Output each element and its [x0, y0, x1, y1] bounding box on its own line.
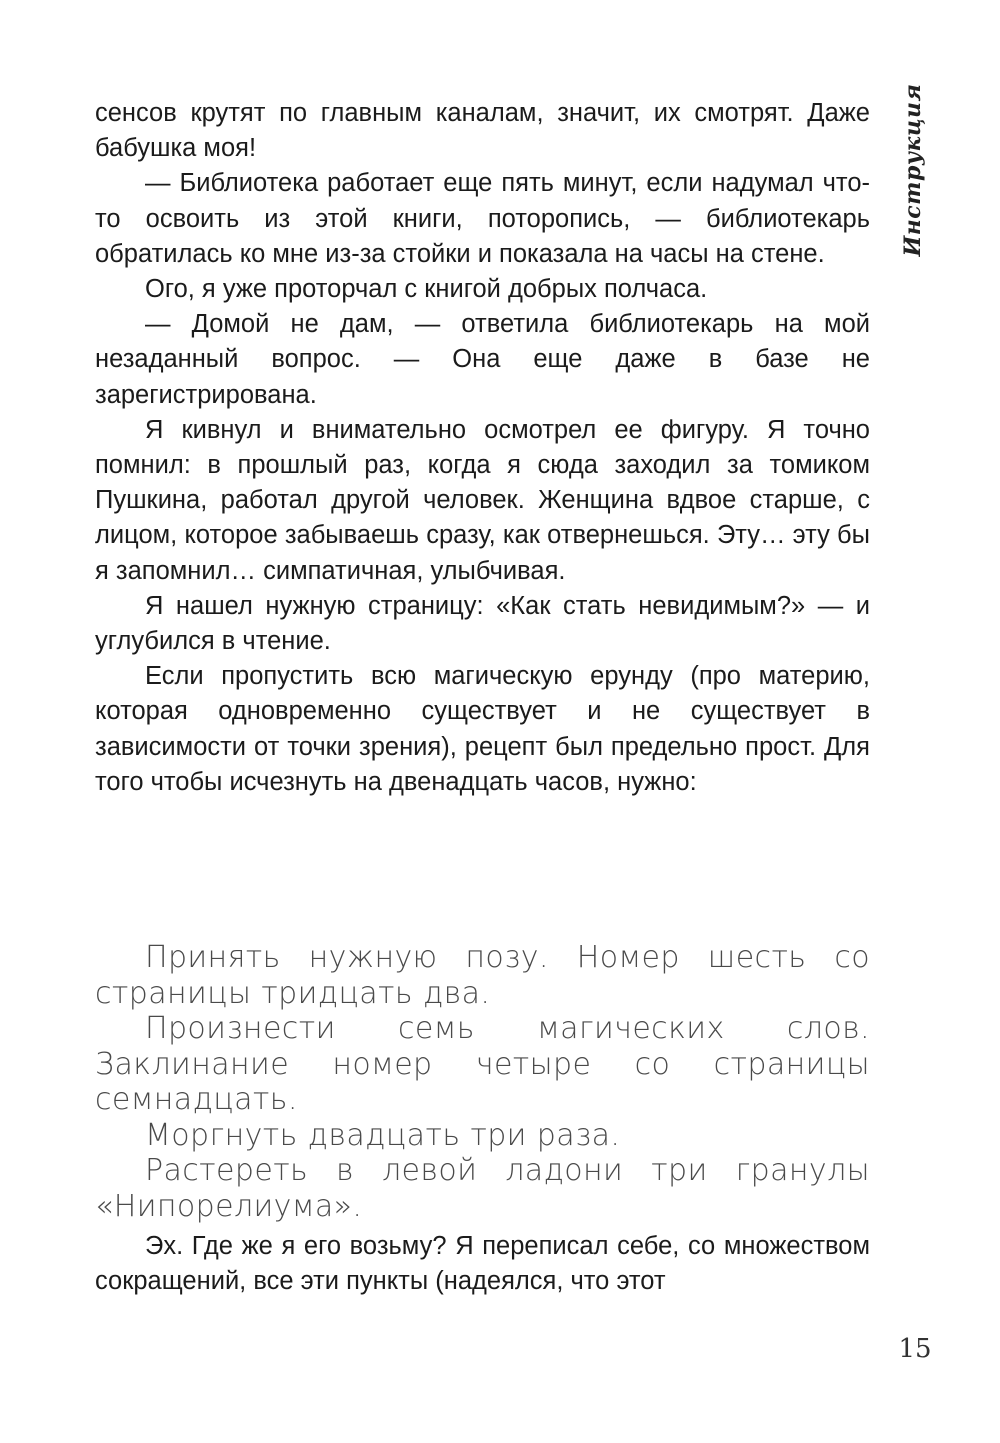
- instruction-item: Произнести семь магических слов. Заклинание номер четыре со страницы семнадцать.: [95, 1011, 870, 1117]
- instruction-item: Растереть в левой ладони три гранулы «Нипорелиума».: [95, 1153, 870, 1224]
- paragraph: Эх. Где же я его возьму? Я переписал себе, со множеством сокращений, все эти пункты (надеялся, что этот: [95, 1232, 870, 1296]
- instruction-list: [95, 940, 870, 1224]
- instruction-item: Принять нужную позу. Номер шесть со страницы тридцать два.: [95, 940, 870, 1011]
- running-head: [883, 83, 943, 257]
- page-number: 15: [898, 1334, 932, 1364]
- paragraph: — Библиотека работает еще пять минут, если надумал что-то освоить из этой книги, поторопись, — библиотекарь обратилась ко мне из-за стойки и показала на часы на стене.: [95, 169, 870, 268]
- instruction-item: Моргнуть двадцать три раза.: [145, 1117, 621, 1153]
- paragraph: сенсов крутят по главным каналам, значит, их смотрят. Даже бабушка моя!: [95, 99, 870, 163]
- main-text: [95, 96, 870, 800]
- paragraph: — Домой не дам, — ответила библиотекарь на мой незаданный вопрос. — Она еще даже в базе не зарегистрирована.: [95, 310, 870, 409]
- running-head-label: Инструкция: [900, 83, 926, 257]
- paragraph: Ого, я уже проторчал с книгой добрых полчаса.: [145, 275, 708, 304]
- paragraph: Я нашел нужную страницу: «Как стать невидимым?» — и углубился в чтение.: [95, 591, 870, 656]
- paragraph: Я кивнул и внимательно осмотрел ее фигуру. Я точно помнил: в прошлый раз, когда я сюда заходил за томиком Пушкина, работал другой человек. Женщина вдвое старше, с лицом, которое забываешь сразу, как отвернешься. Эту… эту бы я запомнил… симпатичная, улыбчивая.: [95, 415, 870, 585]
- continuation-text: [95, 1229, 870, 1299]
- paragraph: Если пропустить всю магическую ерунду (про материю, которая одновременно существует и не существует в зависимости от точки зрения), рецепт был предельно прост. Для того чтобы исчезнуть на двенадцать часов, нужно:: [95, 662, 870, 796]
